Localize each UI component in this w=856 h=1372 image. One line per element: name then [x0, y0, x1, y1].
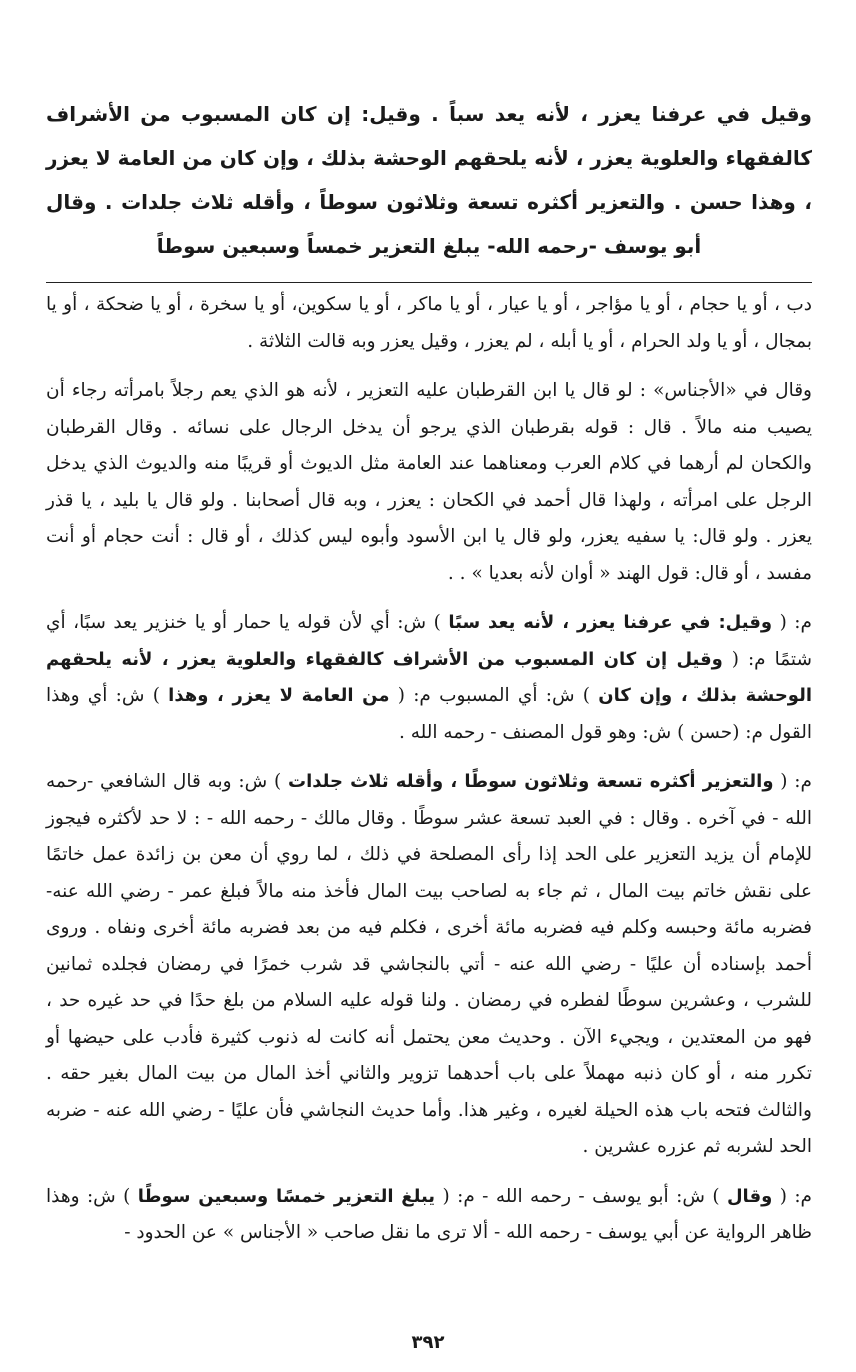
section-divider: [46, 282, 812, 283]
commentary-text: م: (: [773, 771, 812, 792]
quoted-matn: وقال: [726, 1185, 773, 1207]
commentary-text: ) ش: أبو يوسف - رحمه الله - م: (: [435, 1185, 727, 1207]
page-number: ٣٩٢: [411, 1332, 445, 1353]
commentary-paragraph: [46, 287, 812, 360]
commentary-sharh: [46, 287, 812, 1252]
quoted-matn: والتعزير أكثره تسعة وثلاثون سوطًا ، وأقله ثلاث جلدات: [287, 771, 774, 792]
quoted-matn: من العامة لا يعزر ، وهذا: [168, 685, 390, 706]
commentary-paragraph: [46, 1179, 812, 1252]
commentary-text: دب ، أو يا حجام ، أو يا مؤاجر ، أو يا عيار ، أو يا ماكر ، أو يا سكوين، أو يا سخرة ، أو يا ضحكة ، أو يا بمجال ، أو يا ولد الحرام ، أو يا أبله ، لم يعزر ، وقيل يعزر وبه قالت الثلاثة .: [46, 294, 812, 352]
commentary-text: وقال في «الأجناس» : لو قال يا ابن القرطبان عليه التعزير ، لأنه هو الذي يعم رجلاً بامرأته رجاء أن يصيب منه مالاً . قال : قوله بقرطبان الذي يرجو أن يدخل الرجال على نسائه . وقال القرطبان والكحان لم أرهما في كلام العرب ومعناهما عند العامة مثل الديوث أو قريبًا منه والديوث الذي يدخل الرجل على امرأته ، ولهذا قال أحمد في الكحان : يعزر ، وبه قال أصحابنا . ولو قال يا بليد ، يا قذر يعزر . ولو قال: يا سفيه يعزر، ولو قال يا ابن الأسود وأبوه ليس كذلك ، أو قال : أنت حجام أو أنت مفسد ، أو قال: قول الهند « أوان لأنه بعديا » . .: [46, 380, 812, 584]
commentary-text: ) ش: أي لأن قوله يا حمار أو يا خنزير يعد سبًا، أي شتمًا م: (: [46, 612, 812, 670]
quoted-matn: وقيل إن كان المسبوب من الأشراف كالفقهاء والعلوية يعزر ، لأنه يلحقهم الوحشة بذلك ، وإن كان: [46, 648, 813, 706]
commentary-text: ) ش: أي المسبوب م: (: [389, 685, 599, 706]
commentary-text: ) ش: وبه قال الشافعي -رحمه الله - في آخره . وقال : في العبد تسعة عشر سوطًا . وقال مالك - رحمه الله - : لا حد لأكثره فيجوز للإمام أن يزيد التعزير على الحد إذا رأى المصلحة في ذلك ، لما روي أن معن بن زائدة عمل خاتمًا على نقش خاتم بيت المال ، ثم جاء به لصاحب بيت المال فأخذ منه مالاً فبلغ عمر - رضي الله عنه- فضربه مائة وحبسه وكلم فيه فضربه مائة أخرى ، فكلم فيه من بعد فضربه مائة أخرى ونفاه . وروى أحمد بإسناده أن عليًا - رضي الله عنه - أتي بالنجاشي قد شرب خمرًا في رمضان فجلده ثمانين للشرب ، وعشرين سوطًا لفطره في رمضان . ولنا قوله عليه السلام من بلغ حدًا في حد غيره حد ، فهو من المعتدين ، ويجيء الآن . وحديث معن يحتمل أنه كانت له ذنوب كثيرة فأدب على حيضها أو تكرر منه ، أو كان ذنبه مهملاً على باب أحدهما تزوير والثاني أخذ المال من بيت المال بغير حقه . والثالث فتحه باب هذه الحيلة لغيره ، وغير هذا. وأما حديث النجاشي فأن عليًا - رضي الله عنه - ضربه الحد لشربه ثم عزره عشرين .: [46, 771, 812, 1157]
commentary-text: ) ش: وهذا ظاهر الرواية عن أبي يوسف - رحمه الله - ألا ترى ما نقل صاحب « الأجناس » عن الحدود -: [46, 1185, 812, 1243]
commentary-text: م: (: [772, 1185, 813, 1207]
quoted-matn: وقيل: في عرفنا يعزر ، لأنه يعد سبًا: [448, 612, 773, 633]
commentary-paragraph: [46, 764, 812, 1166]
commentary-text: ) ش: أي وهذا القول م: (حسن ) ش: وهو قول المصنف - رحمه الله .: [46, 685, 812, 743]
quoted-matn: يبلغ التعزير خمسًا وسبعين سوطًا: [137, 1185, 436, 1207]
main-text-matn: وقيل في عرفنا يعزر ، لأنه يعد سباً . وقيل: إن كان المسبوب من الأشراف كالفقهاء والعلوية يعزر ، لأنه يلحقهم الوحشة بذلك ، وإن كان من العامة لا يعزر ، وهذا حسن . والتعزير أكثره تسعة وثلاثون سوطاً ، وأقله ثلاث جلدات . وقال أبو يوسف -رحمه الله- يبلغ التعزير خمساً وسبعين سوطاً: [46, 102, 812, 258]
commentary-text: م: (: [772, 612, 812, 633]
commentary-paragraph: [46, 605, 812, 751]
commentary-paragraph: [46, 373, 812, 592]
